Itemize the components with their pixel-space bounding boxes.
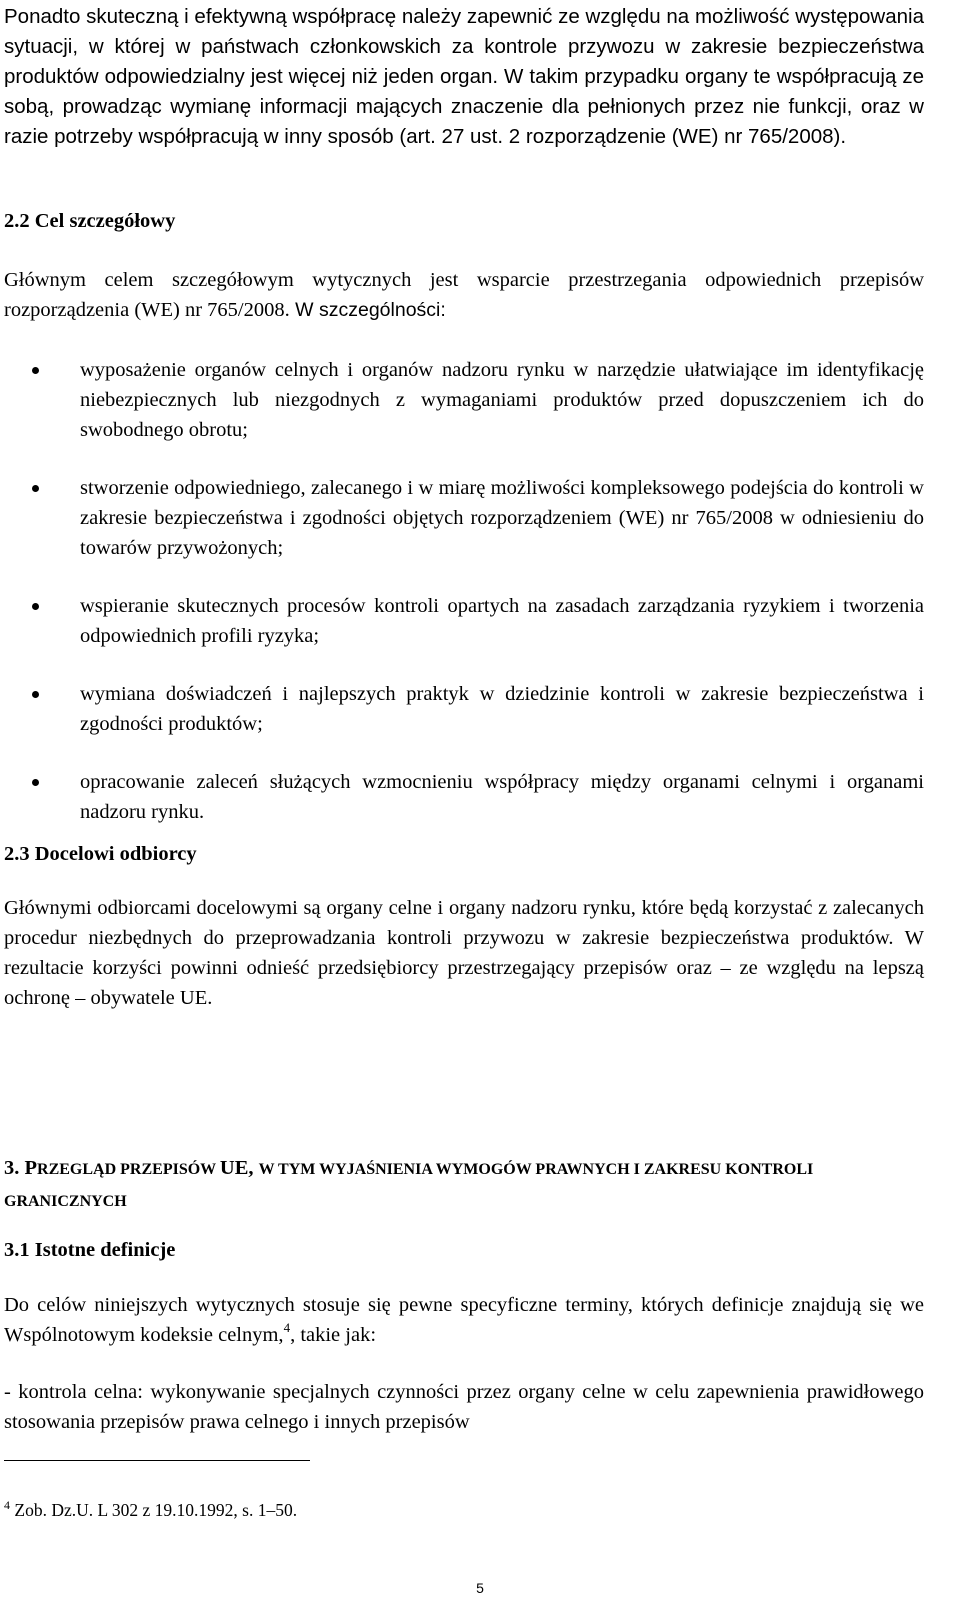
bullet-icon [32, 691, 39, 698]
intro-paragraph: Ponadto skuteczną i efektywną współpracę należy zapewnić ze względu na możliwość występowania sytuacji, w której w państwach członkowskich za kontrole przywozu w zakresie bezpieczeństwa produktów odpowiedzialny jest więcej niż jeden organ. W takim przypadku organy te współpracują ze sobą, prowadząc wymianę informacji mających znaczenie dla pełnionych przez nie funkcji, oraz w razie potrzeby współpracują w inny sposób (art. 27 ust. 2 rozporządzenie (WE) nr 765/2008). [4, 5, 924, 148]
footnote [4, 1498, 297, 1522]
list-item [4, 767, 924, 827]
list-item [4, 355, 924, 445]
list-item-text: wyposażenie organów celnych i organów nadzoru rynku w narzędzie ułatwiające im identyfikację niebezpiecznych lub niezgodnych z wymaganiami produktów przed dopuszczeniem ich do swobodnego obrotu; [80, 359, 924, 441]
list-item-text: stworzenie odpowiedniego, zalecanego i w miarę możliwości kompleksowego podejścia do kontroli w zakresie bezpieczeństwa i zgodności objętych rozporządzeniem (WE) nr 765/2008 w odniesieniu do towarów przywożonych; [80, 477, 924, 559]
heading-3 [4, 1153, 924, 1217]
list-item-text: wspieranie skutecznych procesów kontroli opartych na zasadach zarządzania ryzykiem i tworzenia odpowiednich profili ryzyka; [80, 595, 924, 647]
objectives-list [4, 355, 924, 827]
definition-kontrola-celna: - kontrola celna: wykonywanie specjalnych czynności przez organy celne w celu zapewnienia prawidłowego stosowania przepisów prawa celnego i innych przepisów [4, 1381, 924, 1433]
heading-3-number: 3. P [4, 1157, 38, 1179]
section-2-2-paragraph [4, 265, 924, 325]
definitions-text-end: , takie jak: [290, 1324, 377, 1346]
bullet-icon [32, 779, 39, 786]
page-number: 5 [476, 1580, 484, 1596]
definitions-paragraph [4, 1290, 924, 1350]
heading-3-text-part2: W TYM WYJAŚNIENIA WYMOGÓW PRAWNYCH I ZAKRESU KONTROLI GRANICZNYCH [4, 1161, 814, 1210]
bullet-icon [32, 485, 39, 492]
section-2-3-paragraph: Głównymi odbiorcami docelowymi są organy celne i organy nadzoru rynku, które będą korzystać z zalecanych procedur niezbędnych do przeprowadzania kontroli przywozu w zakresie bezpieczeństwa produktów. W rezultacie korzyści powinni odnieść przedsiębiorcy przestrzegający przepisów oraz – ze względu na lepszą ochronę – obywatele UE. [4, 897, 924, 1009]
definitions-text: Do celów niniejszych wytycznych stosuje się pewne specyficzne terminy, których definicje znajdują się we Wspólnotowym kodeksie celnym, [4, 1294, 924, 1346]
bullet-icon [32, 603, 39, 610]
footnote-text: Zob. Dz.U. L 302 z 19.10.1992, s. 1–50. [10, 1500, 298, 1520]
list-item [4, 591, 924, 651]
section-2-2-text-sans: W szczególności: [289, 299, 446, 321]
footnote-reference[interactable]: 4 [283, 1320, 291, 1335]
footnote-number: 4 [4, 1498, 10, 1512]
list-item [4, 473, 924, 563]
list-item [4, 679, 924, 739]
list-item-text: opracowanie zaleceń służących wzmocnieniu współpracy między organami celnymi i organami nadzoru rynku. [80, 771, 924, 823]
bullet-icon [32, 367, 39, 374]
heading-3-ue: UE, [219, 1157, 259, 1179]
list-item-text: wymiana doświadczeń i najlepszych praktyk w dziedzinie kontroli w zakresie bezpieczeństwa i zgodności produktów; [80, 683, 924, 735]
section-2-2-text-serif: Głównym celem szczegółowym wytycznych jest wsparcie przestrzegania odpowiednich przepisów rozporządzenia (WE) nr 765/2008. [4, 269, 924, 321]
footnote-separator [4, 1460, 310, 1461]
heading-2-3: 2.3 Docelowi odbiorcy [4, 843, 197, 865]
heading-3-1: 3.1 Istotne definicje [4, 1239, 176, 1261]
heading-3-text-part1: RZEGLĄD PRZEPISÓW [37, 1161, 220, 1178]
heading-2-2: 2.2 Cel szczegółowy [4, 210, 176, 232]
